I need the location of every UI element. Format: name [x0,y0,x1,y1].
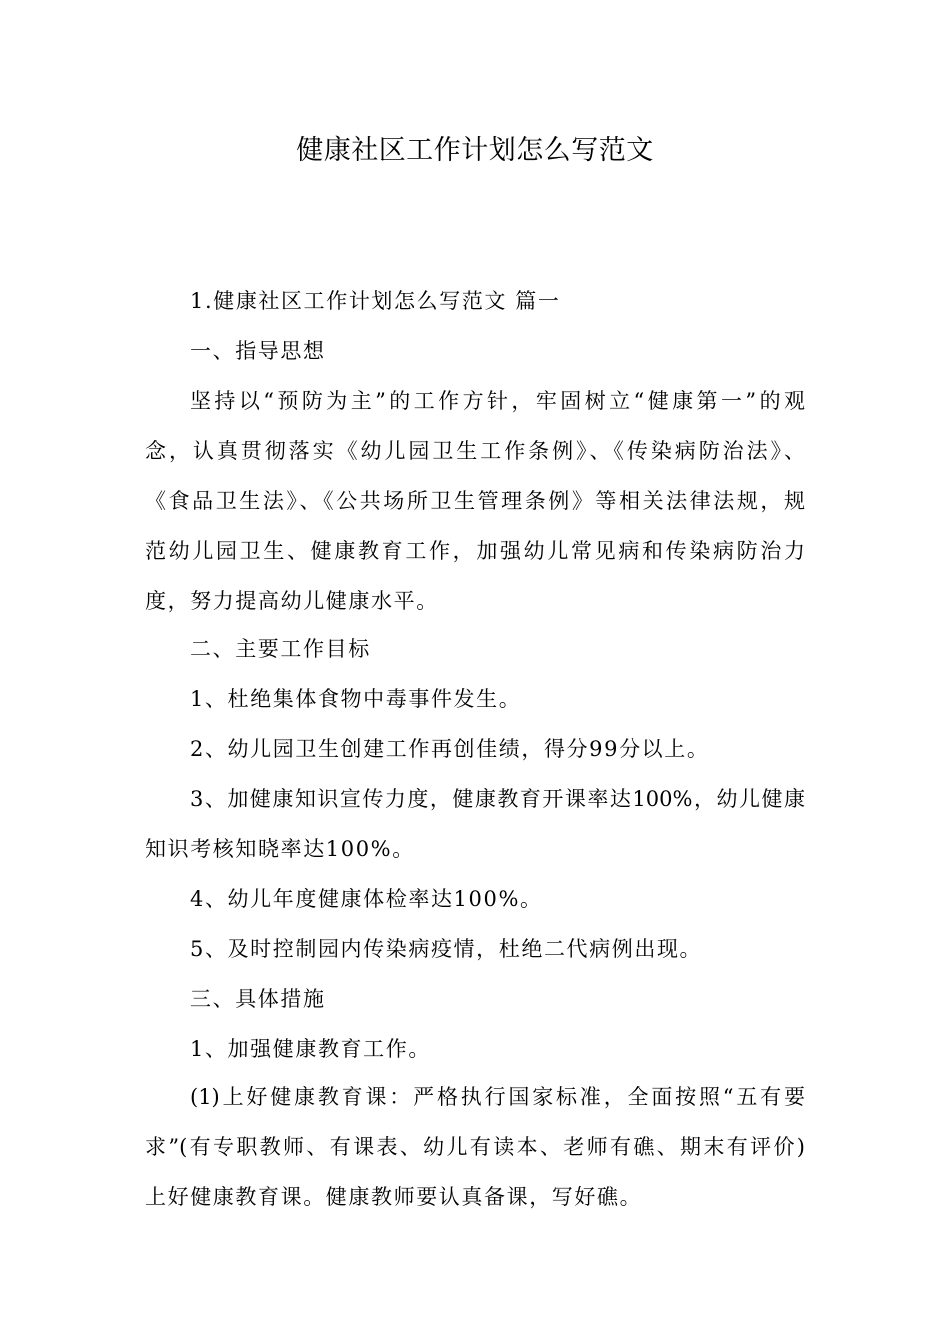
paragraph-line: 《食品卫生法》、《公共场所卫生管理条例》等相关法律法规，规 [145,489,805,513]
subheading-guiding-ideology: 一、指导思想 [190,339,326,363]
goal-item-2: 2、幼儿园卫生创建工作再创佳绩，得分99分以上。 [190,737,710,761]
paragraph-line: 度，努力提高幼儿健康水平。 [145,589,439,613]
paragraph-line: 念，认真贯彻落实《幼儿园卫生工作条例》、《传染病防治法》、 [145,439,805,463]
goal-item-3-cont: 知识考核知晓率达100%。 [145,837,415,861]
goal-item-1: 1、杜绝集体食物中毒事件发生。 [190,687,522,711]
goal-item-5: 5、及时控制园内传染病疫情，杜绝二代病例出现。 [190,937,703,961]
subheading-main-goals: 二、主要工作目标 [190,637,371,661]
goal-item-3: 3、加健康知识宣传力度，健康教育开课率达100%，幼儿健康 [190,787,805,811]
section-heading-1: 1.健康社区工作计划怎么写范文 篇一 [190,289,561,313]
measure-item-1-1-cont: 求”(有专职教师、有课表、幼儿有读本、老师有礁、期末有评价) [145,1135,805,1159]
paragraph-line: 坚持以“预防为主”的工作方针，牢固树立“健康第一”的观 [190,389,805,413]
measure-item-1: 1、加强健康教育工作。 [190,1037,431,1061]
measure-item-1-1: (1)上好健康教育课：严格执行国家标准，全面按照“五有要 [190,1085,805,1109]
subheading-specific-measures: 三、具体措施 [190,987,326,1011]
paragraph-line: 范幼儿园卫生、健康教育工作，加强幼儿常见病和传染病防治力 [145,539,805,563]
measure-item-1-1-cont2: 上好健康教育课。健康教师要认真备课，写好礁。 [145,1185,643,1209]
goal-item-4: 4、幼儿年度健康体检率达100%。 [190,887,543,911]
document-title: 健康社区工作计划怎么写范文 [296,135,654,166]
